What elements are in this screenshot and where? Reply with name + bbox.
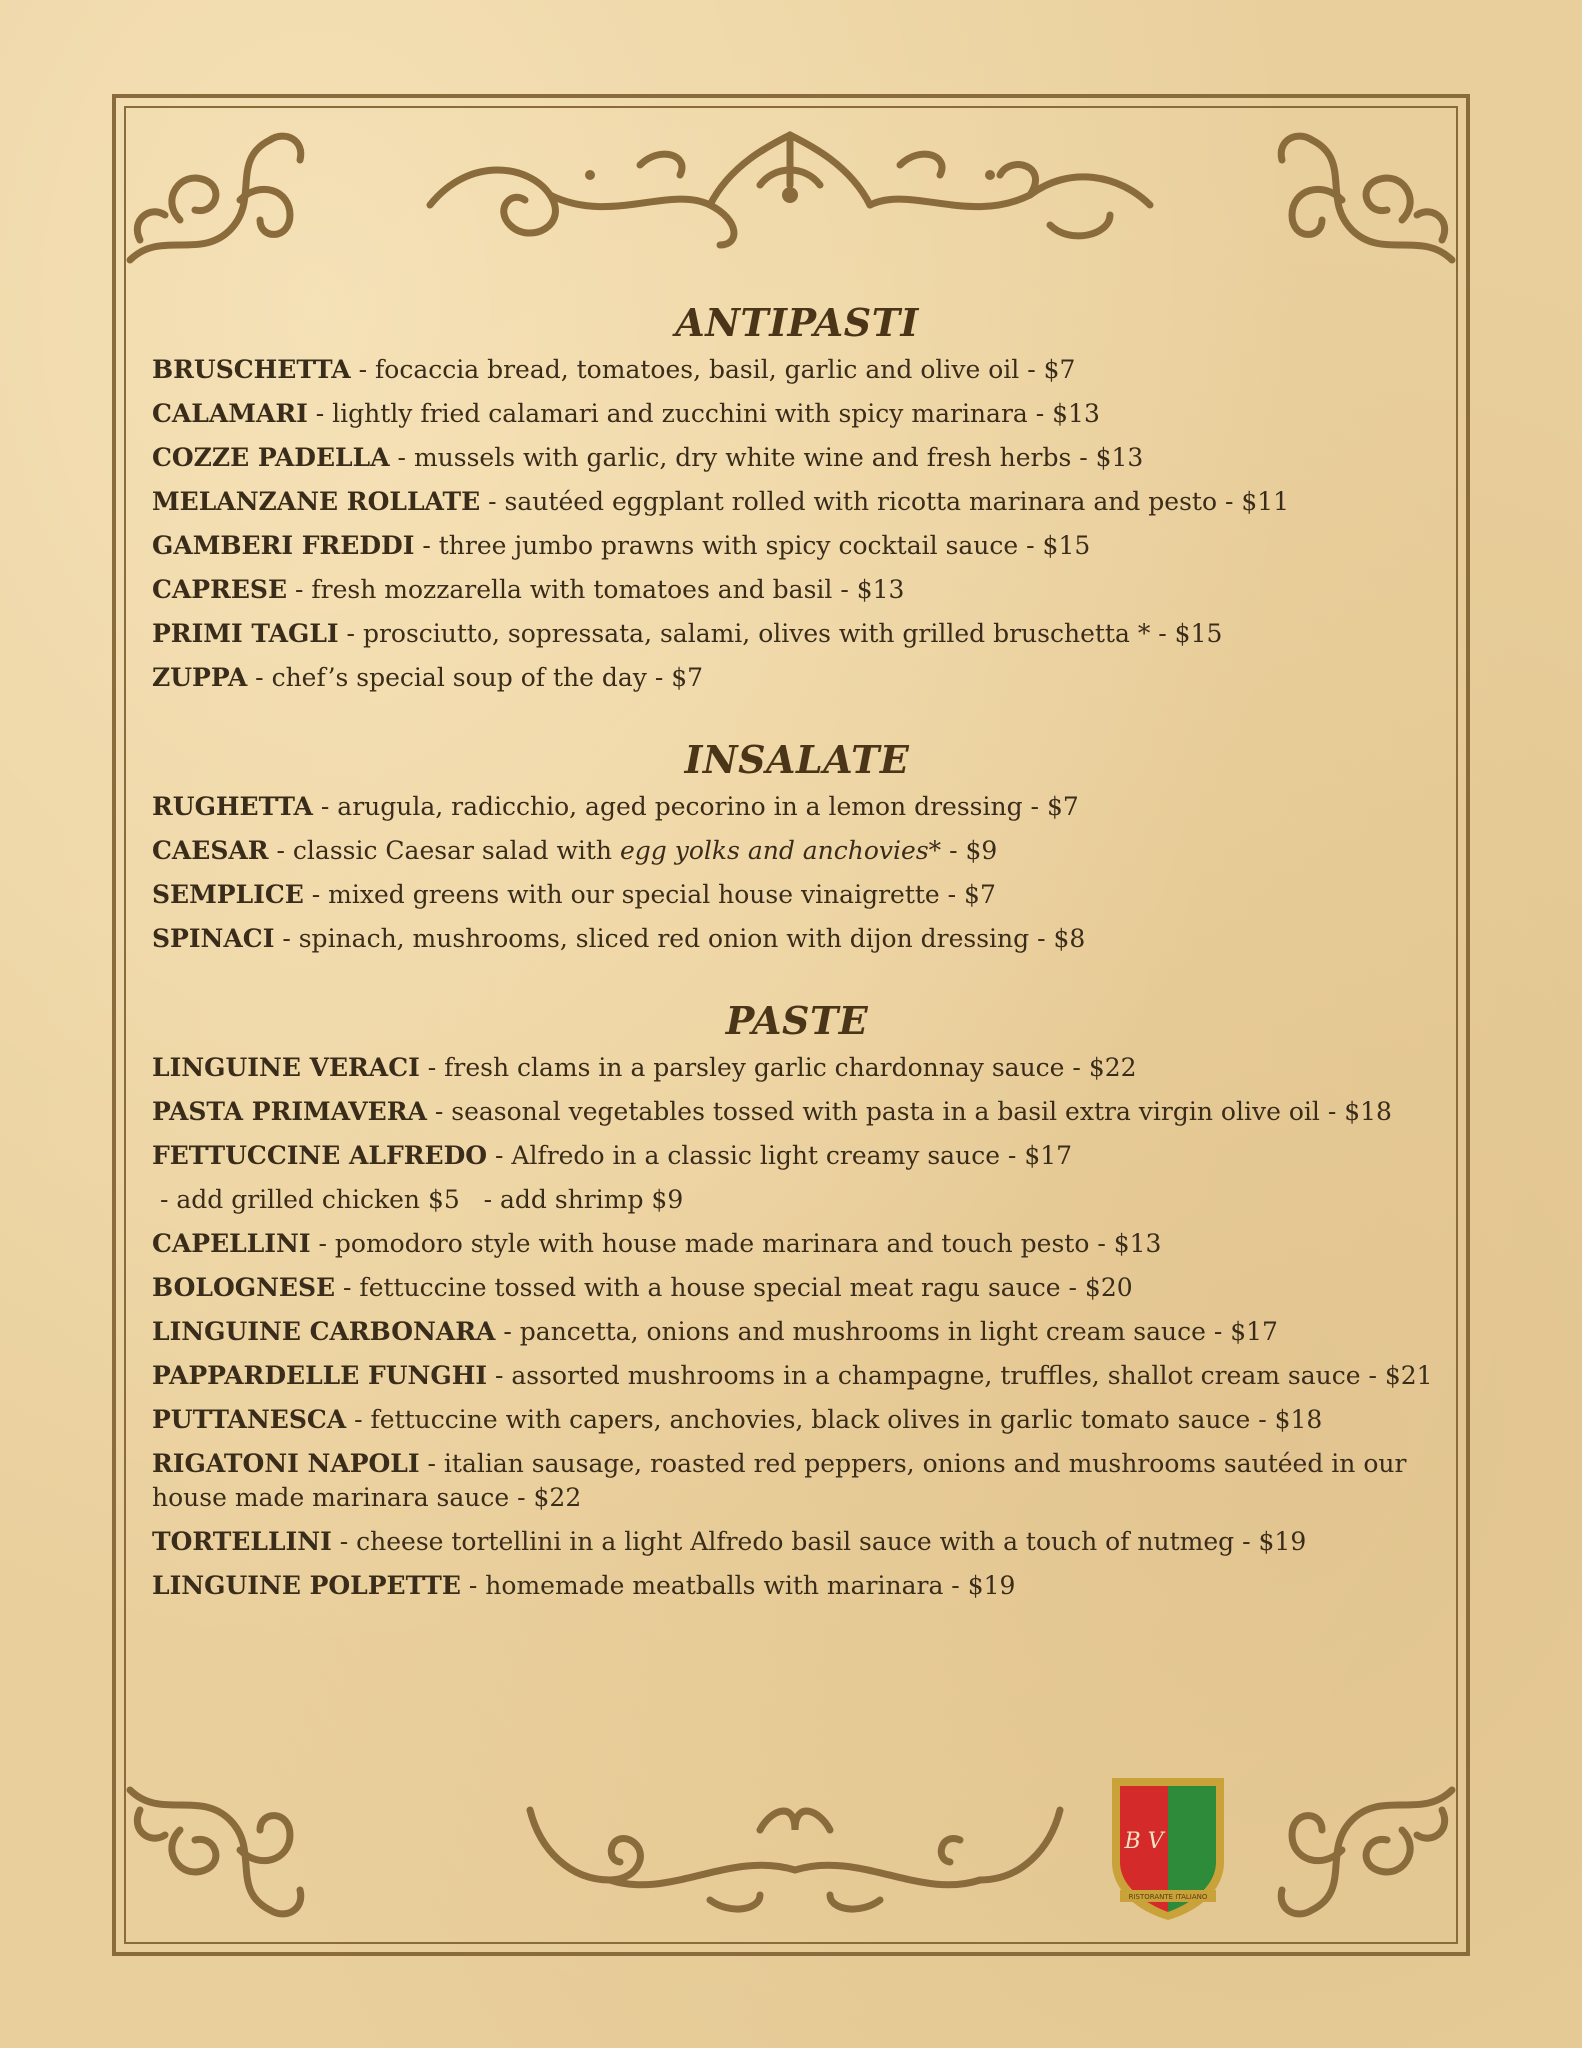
item-name: BRUSCHETTA [152, 355, 351, 384]
item-name: CAPELLINI [152, 1229, 311, 1258]
menu-item [152, 441, 1442, 475]
menu-item [152, 790, 1442, 824]
item-name: TORTELLINI [152, 1527, 332, 1556]
item-name: CAESAR [152, 836, 269, 865]
item-name: CALAMARI [152, 399, 308, 428]
item-price: - $9 [941, 836, 998, 865]
corner-flourish-top-left-icon [120, 120, 320, 280]
restaurant-crest-logo [1106, 1772, 1230, 1924]
section-title-insalate: INSALATE [684, 737, 910, 782]
item-name: FETTUCCINE ALFREDO [152, 1141, 488, 1170]
section-title-antipasti: ANTIPASTI [675, 300, 919, 345]
item-description: - pancetta, onions and mushrooms in light cream sauce - $17 [495, 1317, 1278, 1346]
menu-item [152, 1359, 1442, 1393]
item-name: MELANZANE ROLLATE [152, 487, 481, 516]
item-name: GAMBERI FREDDI [152, 531, 415, 560]
top-center-flourish-icon [410, 125, 1170, 265]
menu-item [152, 617, 1442, 651]
item-description: - Alfredo in a classic light creamy sauce - $17 [487, 1141, 1073, 1170]
corner-flourish-bottom-right-icon [1262, 1770, 1462, 1930]
menu-item [152, 1569, 1442, 1603]
menu-item [152, 397, 1442, 431]
crest-initial-b: B V [1124, 1829, 1164, 1854]
item-name: LINGUINE CARBONARA [152, 1317, 496, 1346]
item-description: - assorted mushrooms in a champagne, truffles, shallot cream sauce - $21 [487, 1361, 1433, 1390]
item-description: - italian sausage, roasted red peppers, onions and mushrooms sautéed in our house made marinara sauce - $22 [152, 1449, 1407, 1512]
menu-item [152, 1139, 1442, 1173]
item-name: SPINACI [152, 924, 275, 953]
item-description: - fettuccine with capers, anchovies, black olives in garlic tomato sauce - $18 [346, 1405, 1323, 1434]
item-description: - arugula, radicchio, aged pecorino in a lemon dressing - $7 [312, 792, 1079, 821]
item-description: - mussels with garlic, dry white wine and fresh herbs - $13 [389, 443, 1144, 472]
bottom-center-flourish-icon [510, 1790, 1080, 1920]
item-description: - homemade meatballs with marinara - $19 [460, 1571, 1016, 1600]
menu-item [152, 922, 1442, 956]
item-description-italic: egg yolks and anchovies* [619, 836, 942, 865]
item-description: - focaccia bread, tomatoes, basil, garlic and olive oil - $7 [350, 355, 1076, 384]
menu-item [152, 1525, 1442, 1559]
item-description: - fettuccine tossed with a house special meat ragu sauce - $20 [335, 1273, 1133, 1302]
item-name: RUGHETTA [152, 792, 313, 821]
item-description: - sautéed eggplant rolled with ricotta marinara and pesto - $11 [480, 487, 1290, 516]
item-addons: - add grilled chicken $5 - add shrimp $9 [152, 1185, 684, 1214]
menu-item [152, 1271, 1442, 1305]
item-description: - seasonal vegetables tossed with pasta in a basil extra virgin olive oil - $18 [426, 1097, 1392, 1126]
section-paste [152, 998, 1442, 1603]
menu-item [152, 573, 1442, 607]
item-description: - pomodoro style with house made marinara and touch pesto - $13 [310, 1229, 1162, 1258]
menu-item [152, 661, 1442, 695]
item-description: - cheese tortellini in a light Alfredo basil sauce with a touch of nutmeg - $19 [331, 1527, 1307, 1556]
item-name: ZUPPA [152, 663, 248, 692]
item-name: PUTTANESCA [152, 1405, 347, 1434]
menu-item [152, 1403, 1442, 1437]
section-title-paste: PASTE [725, 998, 869, 1043]
section-antipasti [152, 300, 1442, 695]
item-name: LINGUINE VERACI [152, 1053, 420, 1082]
section-insalate [152, 737, 1442, 956]
item-name: PASTA PRIMAVERA [152, 1097, 427, 1126]
item-description: - chef’s special soup of the day - $7 [247, 663, 704, 692]
menu-item [152, 1447, 1442, 1515]
crest-banner-text: RISTORANTE ITALIANO [1128, 1893, 1208, 1901]
menu-item [152, 485, 1442, 519]
item-name: PRIMI TAGLI [152, 619, 339, 648]
menu-item-addons [152, 1183, 1442, 1217]
menu-item [152, 353, 1442, 387]
item-description: - prosciutto, sopressata, salami, olives with grilled bruschetta * - $15 [338, 619, 1223, 648]
menu-item [152, 529, 1442, 563]
item-name: CAPRESE [152, 575, 288, 604]
menu-item [152, 1051, 1442, 1085]
menu-item [152, 878, 1442, 912]
menu-item [152, 1227, 1442, 1261]
item-name: LINGUINE POLPETTE [152, 1571, 461, 1600]
menu-item [152, 1315, 1442, 1349]
corner-flourish-top-right-icon [1262, 120, 1462, 280]
menu-content [152, 300, 1442, 1645]
menu-item [152, 834, 1442, 868]
corner-flourish-bottom-left-icon [120, 1770, 320, 1930]
menu-item [152, 1095, 1442, 1129]
item-description: - mixed greens with our special house vinaigrette - $7 [303, 880, 996, 909]
item-name: PAPPARDELLE FUNGHI [152, 1361, 488, 1390]
item-description: - lightly fried calamari and zucchini with spicy marinara - $13 [307, 399, 1100, 428]
item-description: - three jumbo prawns with spicy cocktail sauce - $15 [414, 531, 1091, 560]
item-description: - classic Caesar salad with [268, 836, 620, 865]
item-name: SEMPLICE [152, 880, 304, 909]
item-name: RIGATONI NAPOLI [152, 1449, 420, 1478]
item-description: - fresh clams in a parsley garlic chardonnay sauce - $22 [419, 1053, 1137, 1082]
item-description: - spinach, mushrooms, sliced red onion with dijon dressing - $8 [274, 924, 1086, 953]
item-description: - fresh mozzarella with tomatoes and basil - $13 [287, 575, 905, 604]
item-name: BOLOGNESE [152, 1273, 336, 1302]
item-name: COZZE PADELLA [152, 443, 390, 472]
